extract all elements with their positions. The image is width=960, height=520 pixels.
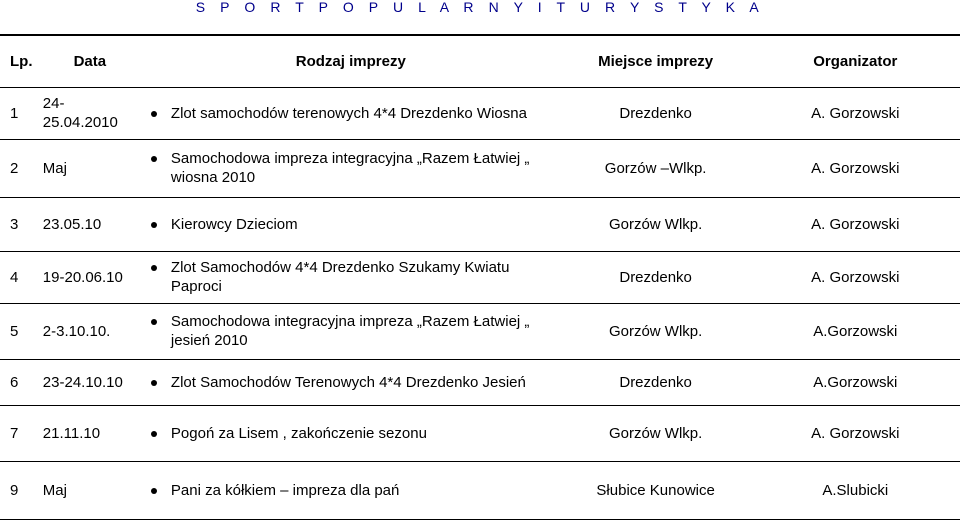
row-lp: 4: [0, 251, 39, 303]
row-date: Maj: [39, 461, 141, 519]
event-text: Zlot Samochodów 4*4 Drezdenko Szukamy Kwiatu Paproci: [170, 259, 510, 295]
bullet-icon: [151, 488, 157, 494]
events-table: [0, 34, 960, 520]
row-place: Gorzów Wlkp.: [561, 405, 751, 461]
row-lp: 6: [0, 359, 39, 405]
event-item: [145, 312, 557, 350]
bullet-icon: [151, 265, 157, 271]
row-event: [141, 197, 561, 251]
row-date: 19-20.06.10: [39, 251, 141, 303]
bullet-icon: [151, 431, 157, 437]
event-text: Pogoń za Lisem , zakończenie sezonu: [170, 424, 427, 442]
bullet-icon: [151, 319, 157, 325]
event-text: Samochodowa integracyjna impreza „Razem Łatwiej „ jesień 2010: [170, 313, 530, 349]
event-item: [145, 104, 557, 123]
row-organizer: A. Gorzowski: [751, 251, 960, 303]
row-place: Gorzów –Wlkp.: [561, 139, 751, 197]
row-organizer: A.Slubicki: [751, 461, 960, 519]
row-place: Gorzów Wlkp.: [561, 197, 751, 251]
header-lp: Lp.: [0, 35, 39, 87]
row-lp: 1: [0, 87, 39, 139]
header-type: Rodzaj imprezy: [141, 35, 561, 87]
row-date: 21.11.10: [39, 405, 141, 461]
event-text: Pani za kółkiem – impreza dla pań: [170, 481, 400, 499]
row-organizer: A. Gorzowski: [751, 405, 960, 461]
bullet-icon: [151, 111, 157, 117]
row-place: Słubice Kunowice: [561, 461, 751, 519]
row-organizer: A.Gorzowski: [751, 303, 960, 359]
row-date: 2-3.10.10.: [39, 303, 141, 359]
table-row: [0, 303, 960, 359]
page-title: S P O R T P O P U L A R N Y I T U R Y S T Y K A: [195, 0, 765, 15]
event-item: [145, 373, 557, 392]
row-place: Drezdenko: [561, 87, 751, 139]
event-text: Samochodowa impreza integracyjna „Razem Łatwiej „ wiosna 2010: [170, 150, 530, 186]
event-item: [145, 424, 557, 443]
row-place: Drezdenko: [561, 359, 751, 405]
bullet-icon: [151, 222, 157, 228]
row-lp: 3: [0, 197, 39, 251]
row-lp: 9: [0, 461, 39, 519]
table-row: [0, 405, 960, 461]
row-event: [141, 303, 561, 359]
row-date: Maj: [39, 139, 141, 197]
table-row: [0, 139, 960, 197]
header-organizer: Organizator: [751, 35, 960, 87]
event-text: Kierowcy Dzieciom: [170, 215, 298, 233]
row-date: 23.05.10: [39, 197, 141, 251]
row-organizer: A. Gorzowski: [751, 139, 960, 197]
row-date: 23-24.10.10: [39, 359, 141, 405]
row-place: Drezdenko: [561, 251, 751, 303]
header-date: Data: [39, 35, 141, 87]
event-item: [145, 215, 557, 234]
row-date: 24-25.04.2010: [39, 87, 141, 139]
row-organizer: A. Gorzowski: [751, 197, 960, 251]
row-organizer: A.Gorzowski: [751, 359, 960, 405]
event-item: [145, 149, 557, 187]
bullet-icon: [151, 380, 157, 386]
header-place: Miejsce imprezy: [561, 35, 751, 87]
row-event: [141, 359, 561, 405]
bullet-icon: [151, 156, 157, 162]
table-header-row: [0, 35, 960, 87]
row-organizer: A. Gorzowski: [751, 87, 960, 139]
row-event: [141, 139, 561, 197]
row-lp: 2: [0, 139, 39, 197]
table-row: [0, 197, 960, 251]
table-row: [0, 251, 960, 303]
row-place: Gorzów Wlkp.: [561, 303, 751, 359]
row-event: [141, 405, 561, 461]
event-text: Zlot samochodów terenowych 4*4 Drezdenko Wiosna: [170, 104, 527, 122]
table-row: [0, 461, 960, 519]
table-row: [0, 359, 960, 405]
row-event: [141, 461, 561, 519]
event-text: Zlot Samochodów Terenowych 4*4 Drezdenko Jesień: [170, 373, 526, 391]
row-event: [141, 251, 561, 303]
event-item: [145, 481, 557, 500]
table-row: [0, 87, 960, 139]
row-lp: 7: [0, 405, 39, 461]
row-lp: 5: [0, 303, 39, 359]
row-event: [141, 87, 561, 139]
event-item: [145, 258, 557, 296]
